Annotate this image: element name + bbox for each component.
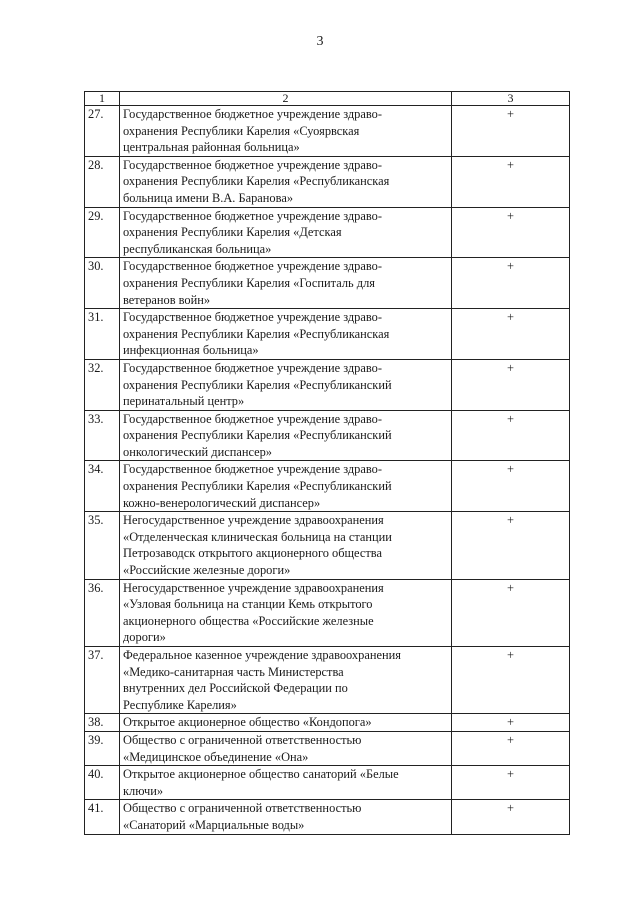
organization-name-cell xyxy=(120,579,452,646)
organization-name-line: охранения Республики Карелия «Республиканский xyxy=(123,377,392,392)
organization-name-line: охранения Республики Карелия «Госпиталь для xyxy=(123,275,375,290)
organization-name-cell xyxy=(120,714,452,732)
mark-cell: + xyxy=(452,309,570,360)
organization-name-line: Открытое акционерное общество «Кондопога» xyxy=(123,715,372,730)
row-number-cell: 29. xyxy=(85,207,120,258)
organizations-table xyxy=(84,91,570,835)
row-number-cell: 39. xyxy=(85,731,120,765)
organization-name-cell xyxy=(120,731,452,765)
table-row xyxy=(85,258,570,309)
organization-name-line: Государственное бюджетное учреждение здраво- xyxy=(123,259,382,274)
organization-name-line: Государственное бюджетное учреждение здраво- xyxy=(123,208,382,223)
table-row xyxy=(85,207,570,258)
mark-cell: + xyxy=(452,258,570,309)
row-number-cell: 30. xyxy=(85,258,120,309)
table-body xyxy=(85,92,570,835)
mark-cell: + xyxy=(452,461,570,512)
table-header-row xyxy=(85,92,570,106)
organization-name-cell xyxy=(120,106,452,157)
row-number-cell: 28. xyxy=(85,156,120,207)
organization-name-line: «Российские железные дороги» xyxy=(123,563,291,578)
organization-name-line: больница имени В.А. Баранова» xyxy=(123,190,294,205)
organization-name-line: Государственное бюджетное учреждение здраво- xyxy=(123,107,382,121)
organization-name-line: Общество с ограниченной ответственностью xyxy=(123,732,362,747)
mark-cell: + xyxy=(452,359,570,410)
organization-name-line: «Узловая больница на станции Кемь открытого xyxy=(123,597,373,612)
organization-name-line: Государственное бюджетное учреждение здраво- xyxy=(123,411,382,426)
organization-name-line: внутренних дел Российской Федерации по xyxy=(123,681,348,696)
organization-name-line: дороги» xyxy=(123,630,166,645)
organization-name-line: Негосударственное учреждение здравоохранения xyxy=(123,580,384,595)
organization-name-cell xyxy=(120,512,452,579)
table-row xyxy=(85,731,570,765)
table-row xyxy=(85,106,570,157)
organization-name-line: «Медико-санитарная часть Министерства xyxy=(123,664,344,679)
organization-name-cell xyxy=(120,309,452,360)
mark-cell: + xyxy=(452,106,570,157)
header-cell-name: 2 xyxy=(120,92,452,106)
mark-cell: + xyxy=(452,156,570,207)
organization-name-cell xyxy=(120,156,452,207)
mark-cell: + xyxy=(452,800,570,834)
mark-cell: + xyxy=(452,410,570,461)
organization-name-line: Государственное бюджетное учреждение здраво- xyxy=(123,157,382,172)
mark-cell: + xyxy=(452,512,570,579)
row-number-cell: 27. xyxy=(85,106,120,157)
table-row xyxy=(85,461,570,512)
row-number-cell: 38. xyxy=(85,714,120,732)
organization-name-line: «Отделенческая клиническая больница на станции xyxy=(123,529,392,544)
header-cell-number: 1 xyxy=(85,92,120,106)
organization-name-line: Государственное бюджетное учреждение здраво- xyxy=(123,310,382,325)
table-row xyxy=(85,800,570,834)
table-row xyxy=(85,156,570,207)
row-number-cell: 34. xyxy=(85,461,120,512)
organization-name-line: Федеральное казенное учреждение здравоохранения xyxy=(123,648,401,662)
organization-name-line: Республике Карелия» xyxy=(123,697,237,712)
organization-name-cell xyxy=(120,800,452,834)
organization-name-line: Общество с ограниченной ответственностью xyxy=(123,801,362,816)
organization-name-line: «Медицинское объединение «Она» xyxy=(123,749,309,764)
organization-name-line: кожно-венерологический диспансер» xyxy=(123,495,321,510)
organization-name-line: перинатальный центр» xyxy=(123,394,245,409)
organization-name-line: центральная районная больница» xyxy=(123,140,300,155)
mark-cell: + xyxy=(452,579,570,646)
mark-cell: + xyxy=(452,714,570,732)
organization-name-line: Негосударственное учреждение здравоохранения xyxy=(123,513,384,528)
organization-name-line: онкологический диспансер» xyxy=(123,444,272,459)
row-number-cell: 35. xyxy=(85,512,120,579)
table-row xyxy=(85,359,570,410)
organization-name-line: акционерного общества «Российские железные xyxy=(123,613,374,628)
header-cell-mark: 3 xyxy=(452,92,570,106)
row-number-cell: 37. xyxy=(85,647,120,714)
organization-name-line: охранения Республики Карелия «Суоярвская xyxy=(123,123,360,138)
organization-name-cell xyxy=(120,766,452,800)
page-number: 3 xyxy=(316,34,324,49)
mark-cell: + xyxy=(452,731,570,765)
organization-name-line: «Санаторий «Марциальные воды» xyxy=(123,817,305,832)
organization-name-cell xyxy=(120,647,452,714)
row-number-cell: 41. xyxy=(85,800,120,834)
organization-name-cell xyxy=(120,461,452,512)
row-number-cell: 40. xyxy=(85,766,120,800)
table-row xyxy=(85,579,570,646)
organization-name-line: Петрозаводск открытого акционерного общества xyxy=(123,546,382,561)
mark-cell: + xyxy=(452,766,570,800)
row-number-cell: 32. xyxy=(85,359,120,410)
organization-name-line: охранения Республики Карелия «Республиканский xyxy=(123,479,392,494)
organization-name-line: Открытое акционерное общество санаторий «Белые xyxy=(123,767,399,782)
mark-cell: + xyxy=(452,207,570,258)
mark-cell: + xyxy=(452,647,570,714)
organization-name-line: охранения Республики Карелия «Республиканская xyxy=(123,326,390,341)
table-row xyxy=(85,714,570,732)
table-row xyxy=(85,410,570,461)
organization-name-cell xyxy=(120,258,452,309)
organization-name-line: инфекционная больница» xyxy=(123,343,259,358)
table-row xyxy=(85,309,570,360)
organization-name-line: республиканская больница» xyxy=(123,241,272,256)
organization-name-line: охранения Республики Карелия «Республиканская xyxy=(123,174,390,189)
table-row xyxy=(85,647,570,714)
organization-name-cell xyxy=(120,207,452,258)
organization-name-line: ветеранов войн» xyxy=(123,292,211,307)
row-number-cell: 33. xyxy=(85,410,120,461)
organization-name-line: Государственное бюджетное учреждение здраво- xyxy=(123,462,382,477)
organization-name-cell xyxy=(120,410,452,461)
organization-name-line: ключи» xyxy=(123,783,164,798)
organization-name-cell xyxy=(120,359,452,410)
organization-name-line: охранения Республики Карелия «Республиканский xyxy=(123,428,392,443)
table-row xyxy=(85,512,570,579)
table-row xyxy=(85,766,570,800)
organization-name-line: Государственное бюджетное учреждение здраво- xyxy=(123,360,382,375)
row-number-cell: 36. xyxy=(85,579,120,646)
organization-name-line: охранения Республики Карелия «Детская xyxy=(123,225,342,240)
row-number-cell: 31. xyxy=(85,309,120,360)
